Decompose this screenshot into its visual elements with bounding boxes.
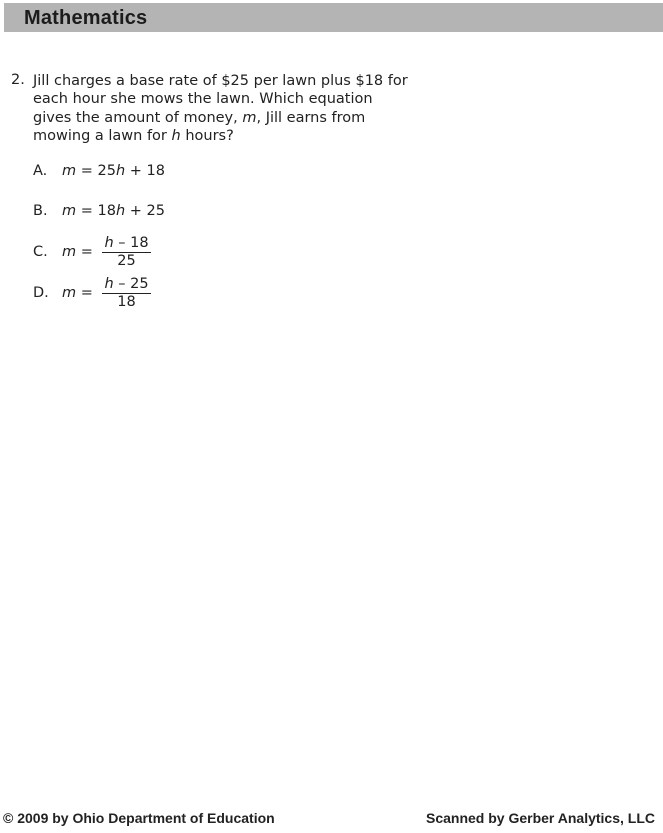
expr-var: m [62, 244, 77, 260]
question-text-part: , Jill earns from mowing a lawn for [33, 109, 366, 145]
header-bar [4, 3, 663, 32]
expr-part: = 25 [76, 163, 116, 179]
scanner-credit: Scanned by Gerber Analytics, LLC [426, 810, 655, 826]
expr-var: h [115, 163, 126, 179]
expr-var: m [62, 285, 77, 301]
option-expression [62, 285, 93, 301]
expr-part: = [76, 285, 93, 301]
question-var-m: m [242, 109, 257, 126]
fraction [102, 276, 151, 311]
option-expression [62, 244, 93, 260]
option-expression [62, 203, 165, 219]
option-letter: A. [33, 163, 48, 179]
expr-var: h [115, 203, 126, 219]
option-expression [62, 163, 165, 179]
fraction-denominator: 25 [117, 253, 136, 269]
question-text-part: hours? [180, 128, 234, 145]
option-letter: B. [33, 203, 48, 219]
fraction [102, 235, 151, 270]
question-text [33, 72, 408, 146]
expr-var: h [104, 235, 114, 251]
expr-part: – 18 [113, 235, 149, 251]
expr-part: = 18 [76, 203, 116, 219]
expr-part: + 25 [125, 203, 165, 219]
fraction-denominator: 18 [117, 294, 136, 310]
question-text-part: Jill charges a base rate of $25 per lawn plus $18 for each hour she mows the lawn. Which equation gives the amount of money, [33, 73, 408, 126]
expr-var: m [62, 203, 77, 219]
expr-var: m [62, 163, 77, 179]
option-letter: C. [33, 244, 48, 260]
option-letter: D. [33, 285, 49, 301]
expr-part: = [76, 244, 93, 260]
fraction-numerator [102, 235, 151, 253]
question-var-h: h [171, 128, 181, 145]
copyright-notice: © 2009 by Ohio Department of Education [3, 810, 275, 826]
expr-part: – 25 [113, 276, 149, 292]
expr-var: h [104, 276, 114, 292]
question-number: 2. [11, 72, 25, 88]
page-title: Mathematics [24, 7, 148, 29]
fraction-numerator [102, 276, 151, 294]
expr-part: + 18 [125, 163, 165, 179]
